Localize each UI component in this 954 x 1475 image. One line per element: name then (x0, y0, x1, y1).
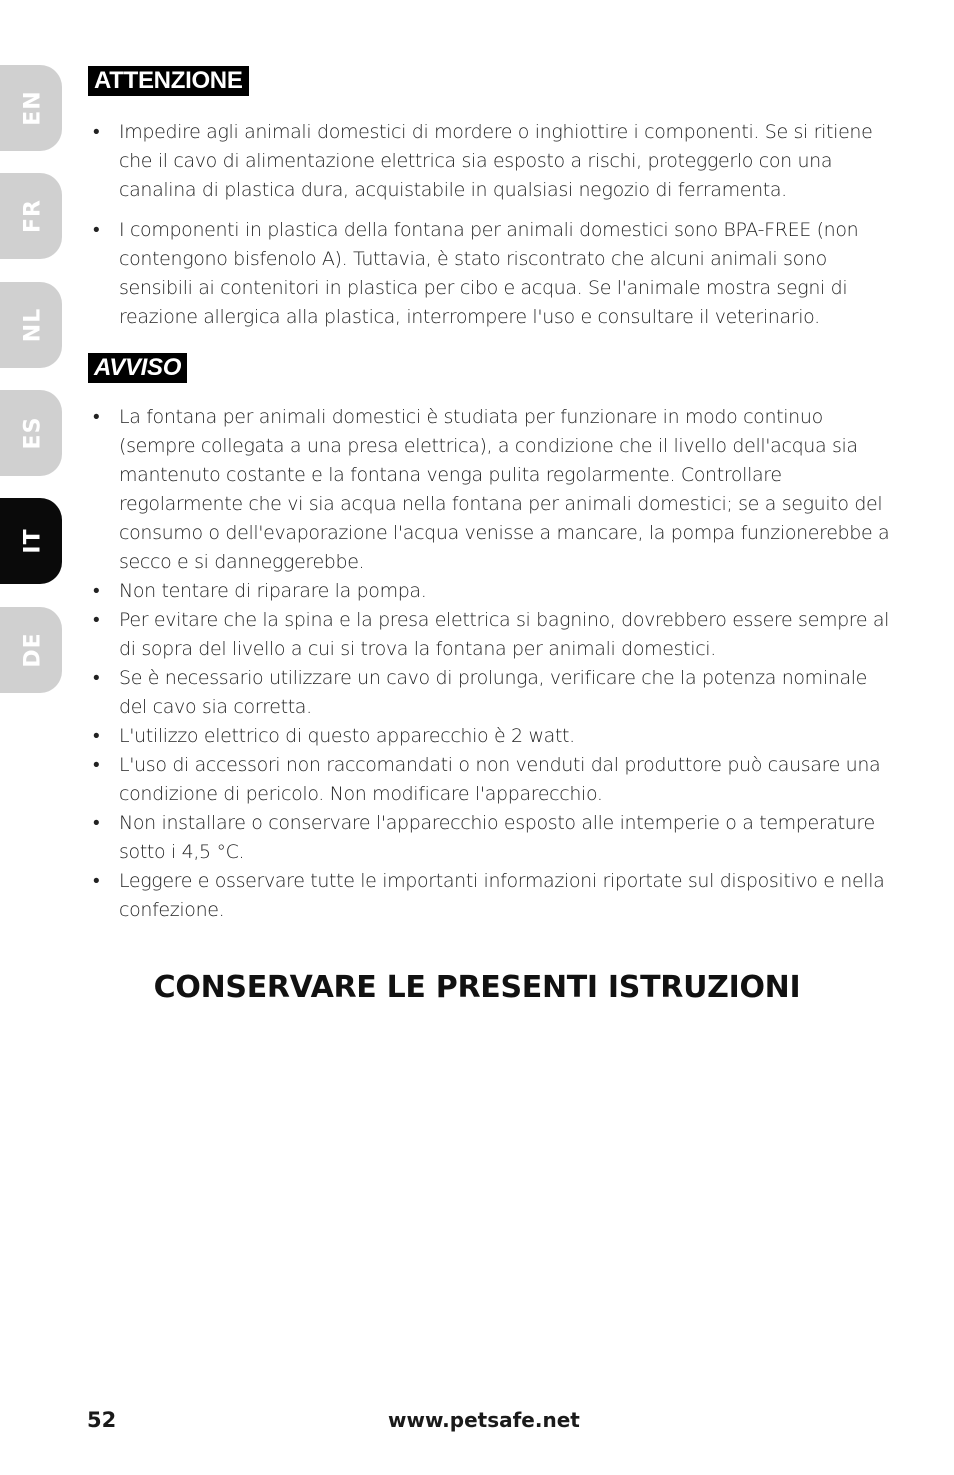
tab-de-label: DE (20, 632, 46, 668)
bullet-icon: • (93, 121, 100, 143)
list-item: • Se è necessario utilizzare un cavo di prolunga, verificare che la potenza nominale del cavo sia corretta. (88, 664, 898, 722)
tab-en[interactable] (0, 65, 62, 151)
list-item: • I componenti in plastica della fontana per animali domestici sono BPA-FREE (non contengono bisfenolo A). Tuttavia, è stato riscontrato che alcuni animali sono sensibili ai contenitori in plastica per cibo e acqua. Se l'animale mostra segni di reazione allergica alla plastica, interrompere l'uso e consultare il veterinario. (88, 216, 898, 332)
attenzione-heading: ATTENZIONE (88, 66, 249, 96)
bullet-icon: • (93, 870, 100, 892)
tab-it-label: IT (20, 528, 46, 554)
bullet-icon: • (93, 219, 100, 241)
tab-nl[interactable] (0, 282, 62, 368)
website-url: www.petsafe.net (388, 1408, 580, 1432)
avviso-list (88, 403, 898, 925)
tab-fr[interactable] (0, 173, 62, 259)
list-item: • Impedire agli animali domestici di mordere o inghiottire i componenti. Se si ritiene che il cavo di alimentazione elettrica sia esposto a rischi, proteggerlo con una canalina di plastica dura, acquistabile in qualsiasi negozio di ferramenta. (88, 118, 898, 205)
avviso-heading: AVVISO (88, 353, 187, 383)
list-item: • L'uso di accessori non raccomandati o non venduti dal produttore può causare una condizione di pericolo. Non modificare l'apparecchio. (88, 751, 898, 809)
bullet-icon: • (93, 725, 100, 747)
list-item: • Leggere e osservare tutte le importanti informazioni riportate sul dispositivo e nella confezione. (88, 867, 898, 925)
tab-fr-label: FR (20, 199, 46, 233)
list-item: • Non tentare di riparare la pompa. (88, 577, 898, 606)
page-content (88, 66, 898, 925)
bullet-icon: • (93, 609, 100, 631)
bullet-icon: • (93, 754, 100, 776)
list-item: • Non installare o conservare l'apparecchio esposto alle intemperie o a temperature sotto i 4,5 °C. (88, 809, 898, 867)
bullet-icon: • (93, 580, 100, 602)
page-number: 52 (87, 1408, 117, 1432)
tab-en-label: EN (20, 90, 46, 126)
list-item: • La fontana per animali domestici è studiata per funzionare in modo continuo (sempre collegata a una presa elettrica), a condizione che il livello dell'acqua sia mantenuto costante e la fontana venga pulita regolarmente. Controllare regolarmente che vi sia acqua nella fontana per animali domestici; se a seguito del consumo o dell'evaporazione l'acqua venisse a mancare, la pompa funzionerebbe a secco e si danneggerebbe. (88, 403, 898, 577)
attenzione-section (88, 66, 898, 332)
attenzione-list (88, 118, 898, 332)
tab-es[interactable] (0, 390, 62, 476)
keep-instructions-title: CONSERVARE LE PRESENTI ISTRUZIONI (153, 970, 801, 1005)
list-item: • Per evitare che la spina e la presa elettrica si bagnino, dovrebbero essere sempre al di sopra del livello a cui si trova la fontana per animali domestici. (88, 606, 898, 664)
tab-nl-label: NL (20, 307, 46, 343)
avviso-section (88, 353, 898, 925)
tab-es-label: ES (20, 416, 46, 450)
tab-de[interactable] (0, 607, 62, 693)
bullet-icon: • (93, 406, 100, 428)
bullet-icon: • (93, 667, 100, 689)
list-item: • L'utilizzo elettrico di questo apparecchio è 2 watt. (88, 722, 898, 751)
tab-it[interactable] (0, 498, 62, 584)
bullet-icon: • (93, 812, 100, 834)
